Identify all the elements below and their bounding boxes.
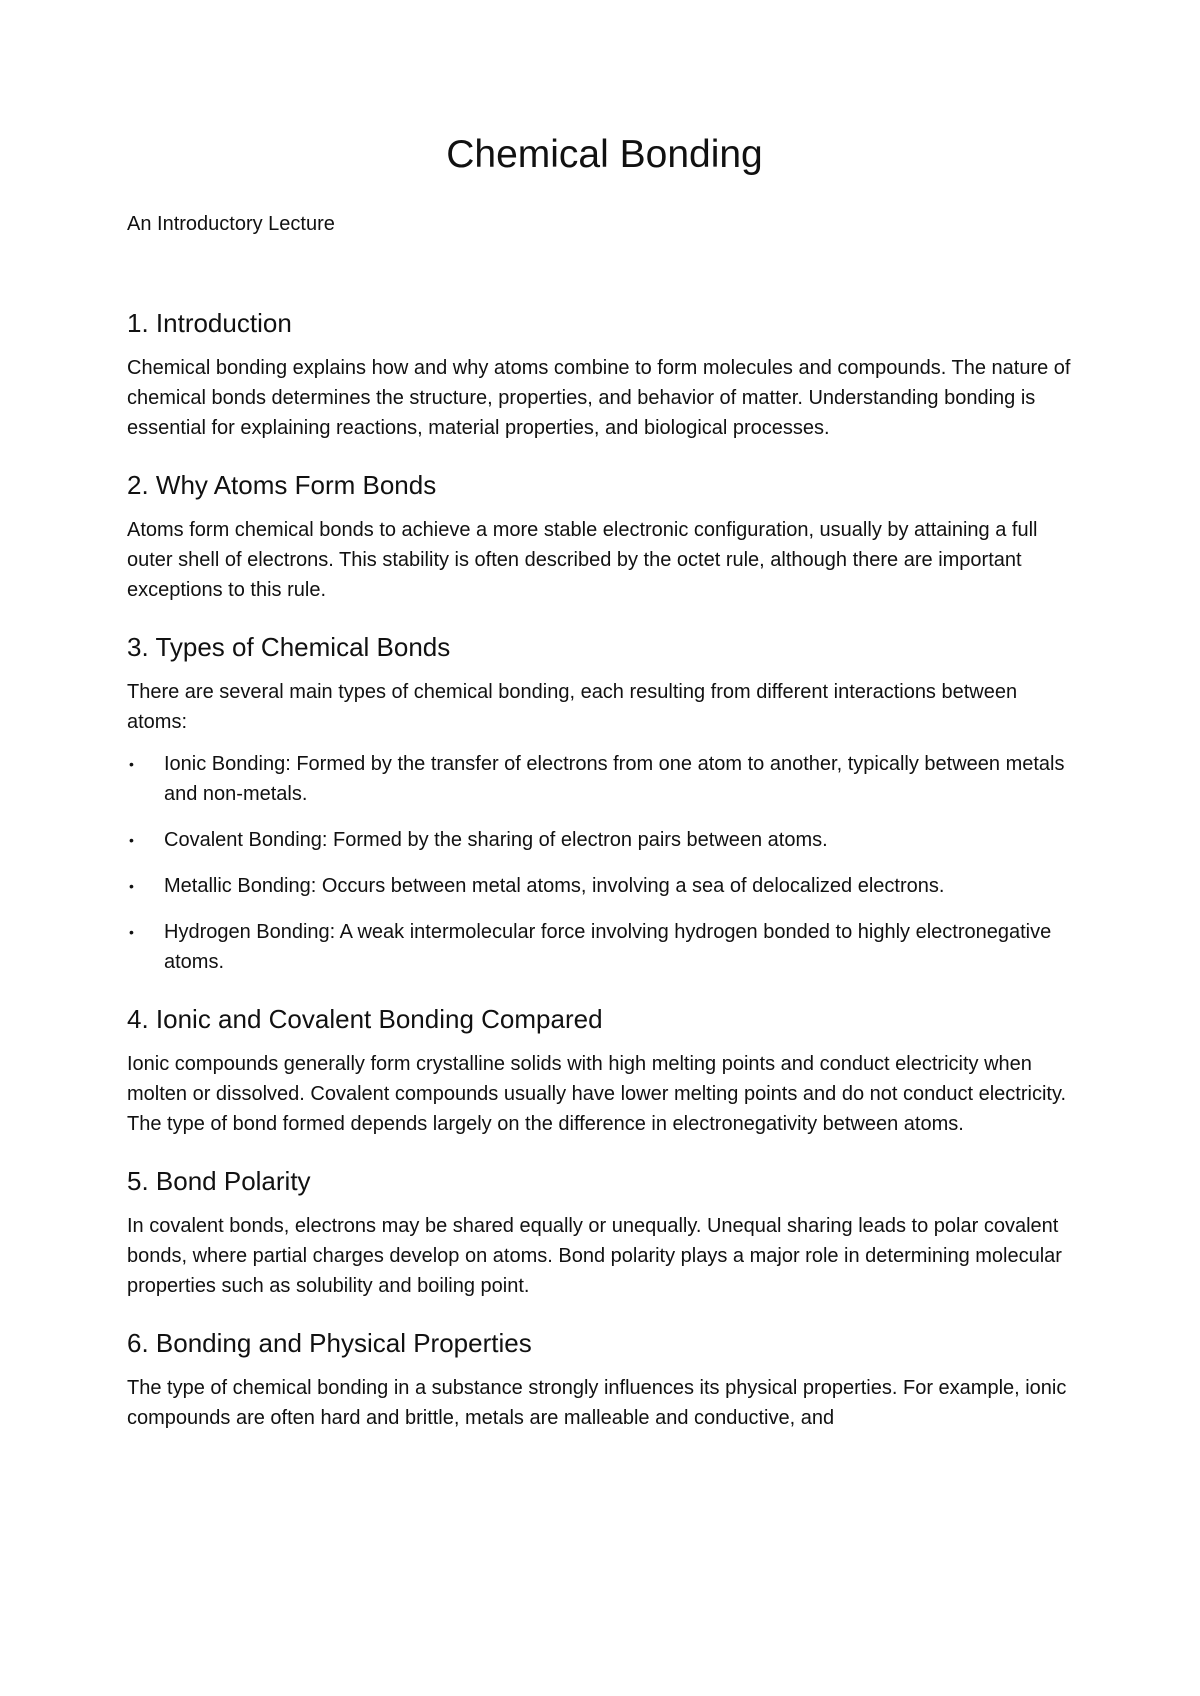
section-types-of-bonds: [127, 630, 1082, 977]
document-title: Chemical Bonding: [446, 133, 763, 176]
list-item-text: Covalent Bonding: Formed by the sharing of electron pairs between atoms.: [164, 829, 828, 851]
section-heading: 6. Bonding and Physical Properties: [127, 1328, 532, 1358]
section-heading: 4. Ionic and Covalent Bonding Compared: [127, 1004, 603, 1034]
section-paragraph: Atoms form chemical bonds to achieve a more stable electronic configuration, usually by attaining a full outer shell of electrons. This stability is often described by the octet rule, although there are important exceptions to this rule.: [127, 519, 1038, 601]
section-heading: 2. Why Atoms Form Bonds: [127, 470, 437, 500]
list-item: [127, 871, 1082, 901]
section-paragraph: Ionic compounds generally form crystalline solids with high melting points and conduct electricity when molten or dissolved. Covalent compounds usually have lower melting points and do not conduct electricity. The type of bond formed depends largely on the difference in electronegativity between atoms.: [127, 1053, 1067, 1135]
list-item: [127, 917, 1082, 977]
list-item-text: Ionic Bonding: Formed by the transfer of electrons from one atom to another, typically between metals and non-metals.: [164, 753, 1065, 805]
section-ionic-covalent-compared: [127, 1002, 1082, 1139]
section-paragraph: There are several main types of chemical bonding, each resulting from different interactions between atoms:: [127, 681, 1018, 733]
bullet-icon: •: [129, 878, 134, 894]
list-item-text: Hydrogen Bonding: A weak intermolecular force involving hydrogen bonded to highly electronegative atoms.: [164, 921, 1052, 973]
document-page: [127, 0, 1082, 1696]
document-body: [127, 306, 1082, 1433]
bond-types-list: [127, 749, 1082, 977]
section-heading: 3. Types of Chemical Bonds: [127, 632, 451, 662]
list-item: [127, 825, 1082, 855]
section-heading: 5. Bond Polarity: [127, 1166, 311, 1196]
section-paragraph: The type of chemical bonding in a substance strongly influences its physical properties. For example, ionic compounds are often hard and brittle, metals are malleable and conductive, and: [127, 1377, 1067, 1429]
list-item-text: Metallic Bonding: Occurs between metal atoms, involving a sea of delocalized electrons.: [164, 875, 945, 897]
bullet-icon: •: [129, 756, 134, 772]
section-introduction: [127, 306, 1082, 443]
list-item: [127, 749, 1082, 809]
section-paragraph: Chemical bonding explains how and why atoms combine to form molecules and compounds. The nature of chemical bonds determines the structure, properties, and behavior of matter. Understanding bonding is essential for explaining reactions, material properties, and biological processes.: [127, 357, 1071, 439]
section-heading: 1. Introduction: [127, 308, 292, 338]
bullet-icon: •: [129, 832, 134, 848]
section-why-atoms-form-bonds: [127, 468, 1082, 605]
section-paragraph: In covalent bonds, electrons may be shared equally or unequally. Unequal sharing leads to polar covalent bonds, where partial charges develop on atoms. Bond polarity plays a major role in determining molecular properties such as solubility and boiling point.: [127, 1215, 1062, 1297]
section-bonding-physical-properties: [127, 1326, 1082, 1433]
section-bond-polarity: [127, 1164, 1082, 1301]
document-subtitle: An Introductory Lecture: [127, 213, 335, 235]
bullet-icon: •: [129, 924, 134, 940]
